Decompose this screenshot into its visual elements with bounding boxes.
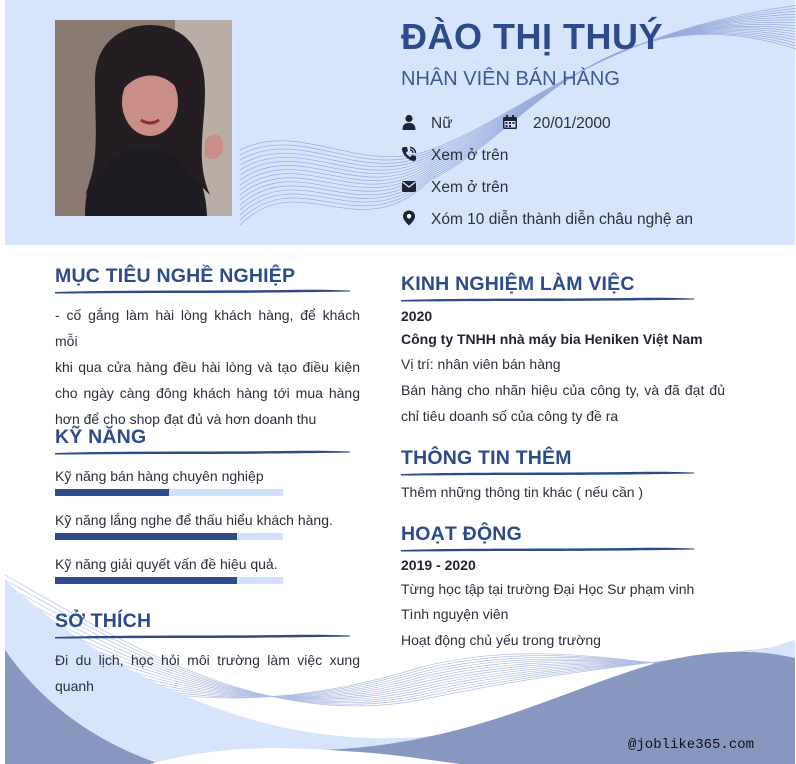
watermark: @joblike365.com [628,737,755,753]
experience-company: Công ty TNHH nhà máy bia Heniken Việt Nam [401,331,703,347]
experience-description [401,377,725,429]
skill-label: Kỹ năng lắng nghe để thấu hiểu khách hàng. [55,512,333,528]
phone-value: Xem ở trên [431,147,509,164]
experience-position: Vị trí: nhân viên bán hàng [401,356,561,372]
activity-line: Hoạt động chủ yếu trong trường [401,632,601,648]
gender-value: Nữ [431,115,453,132]
job-title: NHÂN VIÊN BÁN HÀNG [401,68,620,90]
objective-title: MỤC TIÊU NGHỀ NGHIỆP [55,265,296,287]
activities-title: HOẠT ĐỘNG [401,523,522,545]
skill-bar [55,577,283,584]
skill-label: Kỹ năng giải quyết vấn đề hiệu quả. [55,556,278,572]
profile-photo [55,20,232,216]
calendar-icon [502,114,518,130]
skill-bar [55,533,283,540]
experience-line: chỉ tiêu doanh số của công ty đề ra [401,408,619,424]
skill-bar-fill [55,533,237,540]
skill-bar [55,489,283,496]
activities-underline [401,545,694,553]
experience-year: 2020 [401,308,433,324]
skill-label: Kỹ năng bán hàng chuyên nghiệp [55,468,264,484]
extra-info-underline [401,469,694,477]
skills-underline [55,448,350,456]
objective-text [55,302,360,432]
map-pin-icon [401,210,417,226]
candidate-name: ĐÀO THỊ THUÝ [401,16,663,57]
experience-title: KINH NGHIỆM LÀM VIỆC [401,273,635,295]
objective-underline [55,287,350,295]
extra-info-title: THÔNG TIN THÊM [401,447,572,469]
hobbies-underline [55,632,350,640]
skills-title: KỸ NĂNG [55,426,147,448]
address-value: Xóm 10 diễn thành diễn châu nghệ an [431,211,693,228]
activities-period: 2019 - 2020 [401,557,476,573]
experience-underline [401,295,694,303]
skill-bar-fill [55,489,169,496]
hobbies-line: quanh [55,678,94,694]
hobbies-title: SỞ THÍCH [55,610,152,632]
envelope-icon [401,178,417,194]
email-value: Xem ở trên [431,179,509,196]
hobbies-line: Đi du lịch, học hỏi môi trường làm việc xung [55,652,360,668]
objective-line: hơn để cho shop đạt đủ và hơn doanh thu [55,411,317,427]
extra-info-text: Thêm những thông tin khác ( nếu cần ) [401,484,644,500]
activity-line: Từng học tập tại trường Đại Học Sư phạm vinh [401,581,695,597]
phone-icon [401,146,417,162]
birthday-value: 20/01/2000 [533,115,611,132]
objective-line: - cố gắng làm hài lòng khách hàng, để khách mỗi [55,307,360,349]
skill-bar-fill [55,577,237,584]
activity-line: Tình nguyện viên [401,606,509,622]
experience-line: Bán hàng cho nhãn hiệu của công ty, và đã đạt đủ [401,382,725,398]
objective-line: cho ngày càng đông khách hàng tới mua hàng [55,385,360,401]
user-icon [401,114,417,130]
objective-line: khi qua cửa hàng đều hài lòng và tạo điều kiện [55,359,360,375]
hobbies-text [55,647,360,699]
